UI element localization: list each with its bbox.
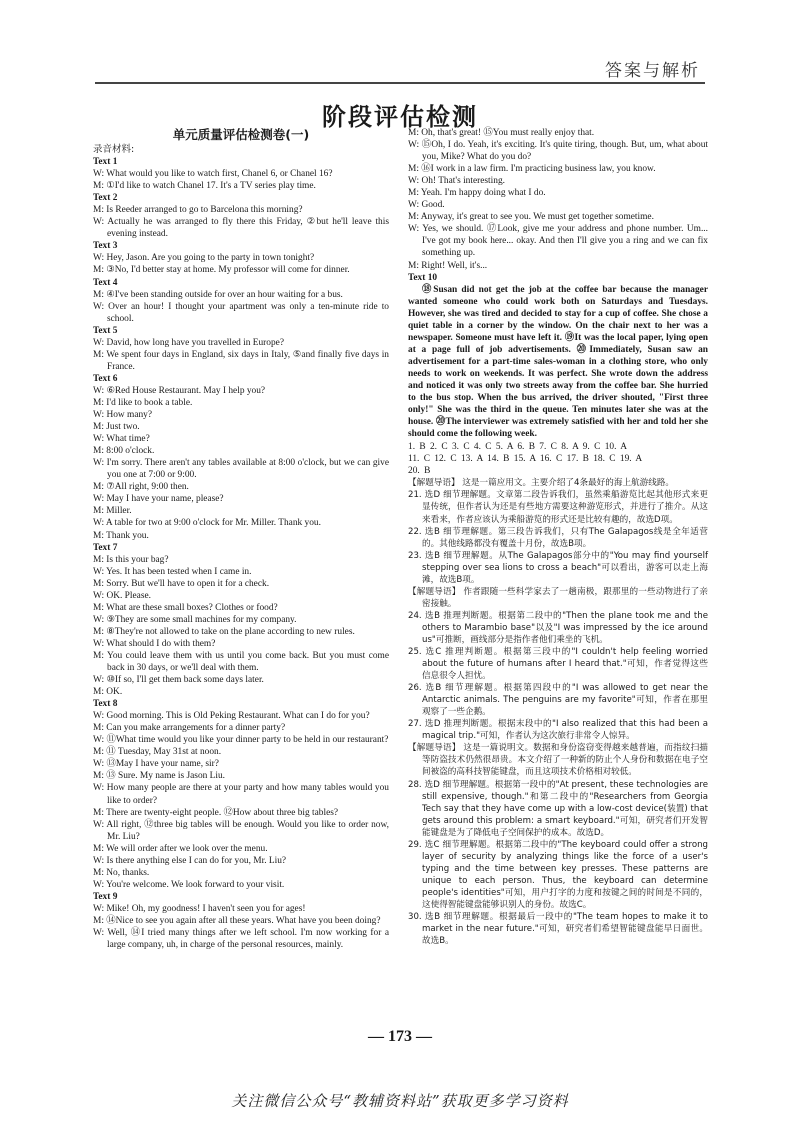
answer-key bbox=[408, 441, 708, 477]
dialogue-line: M: Yeah. I'm happy doing what I do. bbox=[408, 188, 546, 199]
explanations bbox=[408, 477, 708, 947]
text10-paragraph: ⑱Susan did not get the job at the coffee bar because the manager wanted someone who could work both on Saturdays and Tuesdays. However, she was tired and decided to stay for a cup of coffee. She chose a quiet table in a corner by the window. On the chair next to her was a newspaper. Someone must have left it. ⑲It was the local paper, lying open at a page full of job advertisements. ⑳Immediately, Susan saw an advertisement for a part-time sales-woman in a clothing store, who only needs to work on weekends. It was perfect. She wrote down the address and noticed it was only two streets away from the coffee bar. She hurried to the bus stop. When the bus arrived, the driver shouted, "First three only!" She was the third in the queue. Ten minutes later she was at the house. ⑳The interviewer was extremely satisfied with her and told her she should come the following week. bbox=[408, 284, 708, 440]
text-heading: Text 1 bbox=[93, 157, 118, 168]
explanation-item: 25. 选C 推理判断题。根据第三段中的"I couldn't help feeling worried about the future of humans after I heard that."可知，作者觉得这些信息很令人担忧。 bbox=[408, 647, 708, 682]
dialogue-line: M: ③No, I'd better stay at home. My professor will come for dinner. bbox=[93, 265, 350, 276]
text-heading: Text 7 bbox=[93, 542, 118, 553]
dialogue-line: M: ④I've been standing outside for over an hour waiting for a bus. bbox=[93, 289, 343, 300]
dialogue-line: W: Oh! That's interesting. bbox=[408, 176, 505, 187]
dialogue-line: W: Over an hour! I thought your apartment was only a ten-minute ride to school. bbox=[93, 301, 389, 324]
transcript-lines-cont bbox=[408, 127, 708, 284]
dialogue-line: M: We spent four days in England, six days in Italy, ⑤and finally five days in France. bbox=[93, 349, 389, 372]
dialogue-line: M: We will order after we look over the menu. bbox=[93, 843, 268, 854]
dialogue-line: W: ⑪What time would you like your dinner party to be held in our restaurant? bbox=[93, 735, 389, 746]
dialogue-line: M: ⑯I work in a law firm. I'm practicing business law, you know. bbox=[408, 164, 656, 175]
dialogue-line: M: Oh, that's great! ⑮You must really enjoy that. bbox=[408, 128, 595, 138]
dialogue-line: W: Hey, Jason. Are you going to the party in town tonight? bbox=[93, 253, 315, 264]
dialogue-line: M: Can you make arrangements for a dinner party? bbox=[93, 723, 286, 734]
explanation-item: 21. 选D 细节理解题。文章第二段告诉我们，虽然乘船游览比起其他形式来更显传统，但作者认为还是有些地方需要这种游览形式，并进行了推介。从这来看来，作者应该认为乘船游览的形式还是比较有趣的，故选D项。 bbox=[408, 490, 708, 525]
dialogue-line: W: Yes, we should. ⑰Look, give me your address and phone number. Um... I've got my book here... okay. And then I'll give you a ring and we can fix something up. bbox=[408, 224, 708, 259]
dialogue-line: W: ⑩If so, I'll get them back some days later. bbox=[93, 675, 264, 686]
dialogue-line: W: ⑥Red House Restaurant. May I help you? bbox=[93, 385, 266, 396]
text-heading: Text 2 bbox=[93, 193, 118, 204]
section-subtitle: 单元质量评估检测卷(一) bbox=[172, 127, 310, 142]
explanation-item: 【解题导语】 作者跟随一些科学家去了一趟南极，跟那里的一些动物进行了亲密接触。 bbox=[408, 586, 708, 609]
dialogue-line: M: No, thanks. bbox=[93, 867, 150, 878]
dialogue-line: M: Is this your bag? bbox=[93, 554, 169, 565]
dialogue-line: W: Mike! Oh, my goodness! I haven't seen you for ages! bbox=[93, 903, 306, 914]
explanation-item: 30. 选B 细节理解题。根据最后一段中的"The team hopes to make it to market in the near future."可知，研究者们希望智能键盘能早日面世。故选B。 bbox=[408, 912, 708, 947]
dialogue-line: W: Good. bbox=[408, 200, 445, 211]
header-title: 答案与解析 bbox=[605, 61, 700, 81]
dialogue-line: W: A table for two at 9:00 o'clock for Mr. Miller. Thank you. bbox=[93, 518, 321, 529]
text-heading: Text 9 bbox=[93, 891, 118, 902]
explanation-item: 24. 选B 推理判断题。根据第二段中的"Then the plane took me and the others to Marambio base"以及"I was impressed by the ice around us"可推断，画线部分是指作者他们乘坐的飞机。 bbox=[408, 610, 708, 645]
dialogue-line: W: OK. Please. bbox=[93, 590, 151, 601]
dialogue-line: W: How many? bbox=[93, 410, 153, 421]
dialogue-line: M: Just two. bbox=[93, 422, 140, 433]
dialogue-line: M: Sorry. But we'll have to open it for a check. bbox=[93, 578, 270, 589]
page-header bbox=[0, 0, 800, 82]
dialogue-line: W: You're welcome. We look forward to your visit. bbox=[93, 879, 285, 890]
text-heading: Text 6 bbox=[93, 373, 118, 384]
dialogue-line: W: What should I do with them? bbox=[93, 638, 216, 649]
dialogue-line: W: Good morning. This is Old Peking Restaurant. What can I do for you? bbox=[93, 711, 370, 722]
dialogue-line: M: ⑧They're not allowed to take on the plane according to new rules. bbox=[93, 626, 355, 637]
dialogue-line: M: You could leave them with us until you come back. But you must come back in 30 days, or we'll deal with them. bbox=[93, 650, 389, 674]
dialogue-line: M: OK. bbox=[93, 687, 123, 698]
footer-watermark: 关注微信公众号“教辅资料站”获取更多学习资料 bbox=[231, 1092, 569, 1110]
page-number: — 173 — bbox=[368, 1028, 432, 1045]
answer-row: 11. C 12. C 13. A 14. B 15. A 16. C 17. B 18. C 19. A bbox=[408, 454, 643, 465]
explanation-item: 【解题导语】 这是一篇说明文。数据和身份盗窃变得越来越普遍，而指纹扫描等防盗技术仍然很昂贵。本文介绍了一种新的防止个人身份和数据在电子空间被盗的高科技智能键盘，而且这项技术价格相对较低。 bbox=[408, 743, 708, 778]
answer-row: 1. B 2. C 3. C 4. C 5. A 6. B 7. C 8. A 9. C 10. A bbox=[408, 442, 628, 453]
explanation-item: 【解题导语】 这是一篇应用文。主要介绍了4条最好的海上航游线路。 bbox=[408, 478, 675, 489]
dialogue-line: M: Is Reeder arranged to go to Barcelona this morning? bbox=[93, 205, 303, 216]
dialogue-line: W: I'm sorry. There aren't any tables available at 8:00 o'clock, but we can give you one at 7:00 or 9:00. bbox=[93, 458, 389, 481]
left-column bbox=[93, 126, 389, 951]
dialogue-line: W: Yes. It has been tested when I came in. bbox=[93, 566, 252, 577]
dialogue-line: M: 8:00 o'clock. bbox=[93, 446, 155, 457]
header-rule bbox=[95, 82, 705, 84]
dialogue-line: M: Miller. bbox=[93, 506, 132, 517]
dialogue-line: W: How many people are there at your party and how many tables would you like to order? bbox=[93, 783, 389, 806]
right-column bbox=[408, 127, 708, 947]
dialogue-line: M: ⑬ Sure. My name is Jason Liu. bbox=[93, 771, 226, 782]
explanation-item: 28. 选D 细节理解题。根据第一段中的"At present, these technologies are still expensive, though."和第二段中的"Researchers from Georgia Tech say that they have come up with a low-cost device(装置) that gets around this problem: a smart keyboard."可知，研究者们开发智能键盘是为了降低电子空间保护的成本。故选D。 bbox=[408, 779, 708, 838]
transcript-lines bbox=[93, 156, 389, 951]
dialogue-line: W: What would you like to watch first, Chanel 6, or Chanel 16? bbox=[93, 169, 333, 180]
dialogue-line: M: What are these small boxes? Clothes or food? bbox=[93, 602, 278, 613]
text-heading: Text 5 bbox=[93, 325, 118, 336]
explanation-item: 26. 选B 细节理解题。根据第四段中的"I was allowed to get near the Antarctic animals. The penguins are my favorite"可知，作者在那里观察了一些企鹅。 bbox=[408, 683, 708, 718]
dialogue-line: W: David, how long have you travelled in Europe? bbox=[93, 337, 285, 348]
text-heading: Text 3 bbox=[93, 241, 118, 252]
dialogue-line: M: I'd like to book a table. bbox=[93, 397, 193, 408]
dialogue-line: M: Thank you. bbox=[93, 530, 149, 541]
explanation-item: 27. 选D 推理判断题。根据末段中的"I also realized that this had been a magical trip."可知，作者认为这次旅行非常令人惊异。 bbox=[408, 719, 708, 742]
text-heading: Text 4 bbox=[93, 277, 118, 288]
text-heading: Text 8 bbox=[93, 699, 118, 710]
recording-label: 录音材料: bbox=[93, 144, 135, 155]
dialogue-line: W: Is there anything else I can do for you, Mr. Liu? bbox=[93, 855, 287, 866]
dialogue-line: W: What time? bbox=[93, 434, 150, 445]
dialogue-line: W: Actually he was arranged to fly there this Friday, ②but he'll leave this evening instead. bbox=[93, 217, 389, 240]
explanation-item: 29. 选C 细节理解题。根据第二段中的"The keyboard could offer a strong layer of security by analyzing things like the force of a user's typing and the time between key presses. These patterns are unique to each person. Thus, the keyboard can determine people's identities"可知，用户打字的力度和按键之间的时间是不同的，这使得智能键盘能够识别人的身份。故选C。 bbox=[408, 839, 708, 910]
dialogue-line: W: Well, ⑭I tried many things after we left school. I'm now working for a large company, uh, in charge of the personal resources, mainly. bbox=[93, 928, 389, 951]
dialogue-line: W: May I have your name, please? bbox=[93, 494, 224, 505]
explanation-item: 23. 选B 细节理解题。从The Galapagos部分中的"You may find yourself stepping over sea lions to cross a beach"可以看出，游客可以走上海滩，故选B项。 bbox=[408, 550, 708, 585]
dialogue-line: M: Anyway, it's great to see you. We must get together sometime. bbox=[408, 212, 654, 223]
answer-row: 20. B bbox=[408, 466, 431, 477]
dialogue-line: M: ①I'd like to watch Chanel 17. It's a TV series play time. bbox=[93, 181, 316, 192]
dialogue-line: W: ⑨They are some small machines for my company. bbox=[93, 614, 297, 625]
dialogue-line: W: ⑬May I have your name, sir? bbox=[93, 759, 219, 770]
dialogue-line: M: ⑦All right, 9:00 then. bbox=[93, 482, 189, 493]
dialogue-line: M: There are twenty-eight people. ⑫How about three big tables? bbox=[93, 807, 339, 818]
dialogue-line: W: ⑮Oh, I do. Yeah, it's exciting. It's quite tiring, though. But, um, what about you, Mike? What do you do? bbox=[408, 140, 708, 163]
dialogue-line: M: ⑭Nice to see you again after all these years. What have you been doing? bbox=[93, 916, 381, 926]
dialogue-line: W: All right, ⑫three big tables will be enough. Would you like to order now, Mr. Liu? bbox=[93, 819, 389, 842]
dialogue-line: M: Right! Well, it's... bbox=[408, 260, 488, 271]
text-heading: Text 10 bbox=[408, 272, 438, 283]
explanation-item: 22. 选B 细节理解题。第三段告诉我们，只有The Galapagos线是全年适营的。其他线路都没有覆盖十月份，故选B项。 bbox=[408, 526, 708, 549]
dialogue-line: M: ⑪ Tuesday, May 31st at noon. bbox=[93, 747, 222, 758]
page-title: 阶段评估检测 bbox=[322, 103, 478, 131]
